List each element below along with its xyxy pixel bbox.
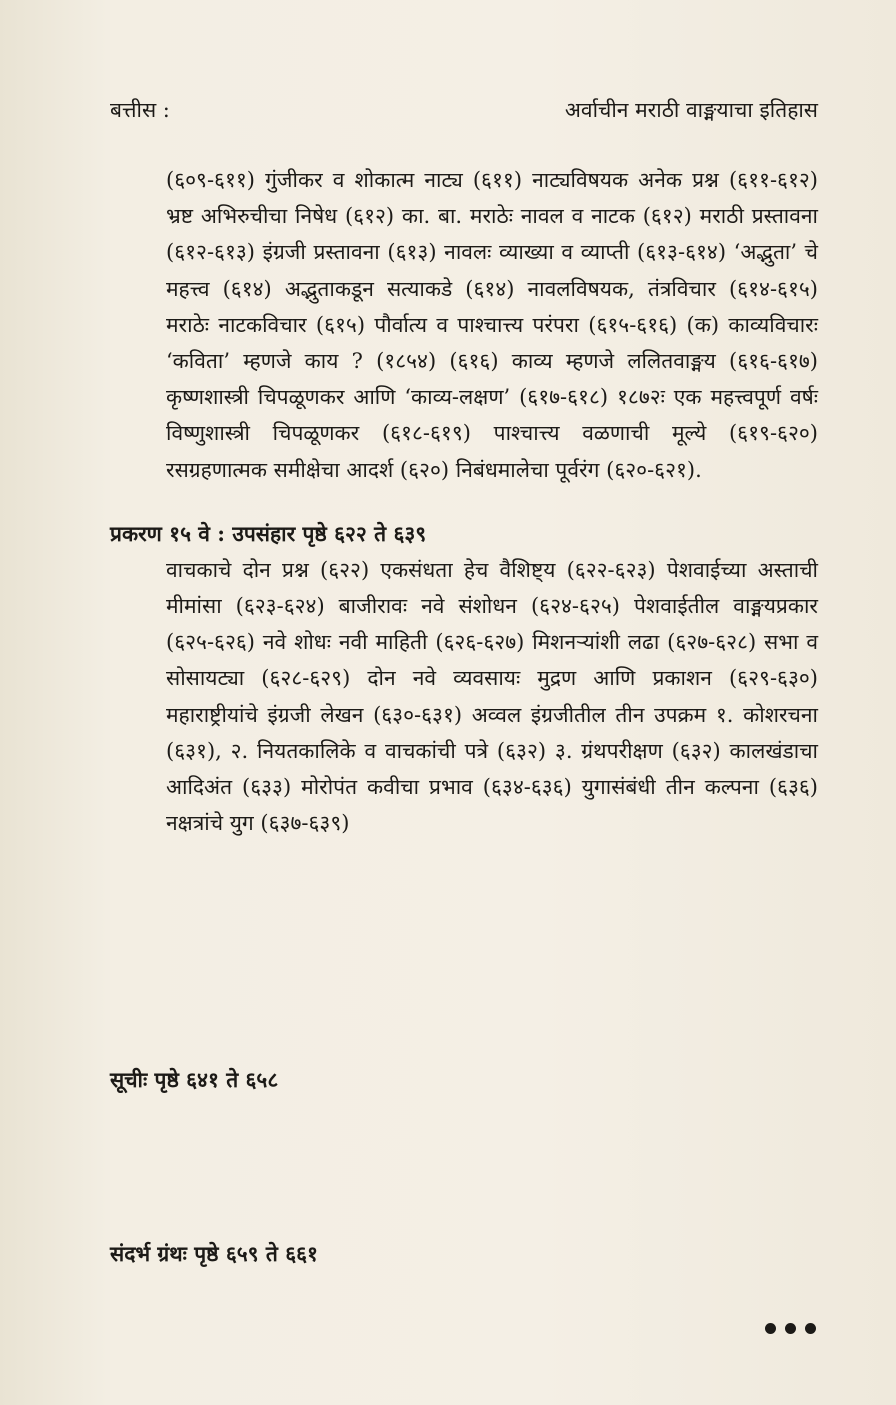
ornament-dot xyxy=(765,1323,776,1334)
chapter-15-heading: प्रकरण १५ वे : उपसंहार पृष्ठे ६२२ ते ६३९ xyxy=(110,520,427,546)
chapter-15-contents: वाचकाचे दोन प्रश्न (६२२) एकसंधता हेच वैशिष्ट्य (६२२-६२३) पेशवाईच्या अस्ताची मीमांसा (६२३-६२४) बाजीरावः नवे संशोधन (६२४-६२५) पेशवाईतील वाङ्मयप्रकार (६२५-६२६) नवे शोधः नवी माहिती (६२६-६२७) मिशनऱ्यांशी लढा (६२७-६२८) सभा व सोसायट्या (६२८-६२९) दोन नवे व्यवसायः मुद्रण आणि प्रकाशन (६२९-६३०) महाराष्ट्रीयांचे इंग्रजी लेखन (६३०-६३१) अव्वल इंग्रजीतील तीन उपक्रम १. कोशरचना (६३१), २. नियतकालिके व वाचकांची पत्रे (६३२) ३. ग्रंथपरीक्षण (६३२) कालखंडाचा आदिअंत (६३३) मोरोपंत कवीचा प्रभाव (६३४-६३६) युगासंबंधी तीन कल्पना (६३६) नक्षत्रांचे युग (६३७-६३९) xyxy=(166,557,818,836)
table-of-contents xyxy=(110,162,818,841)
ornament-dot xyxy=(805,1323,816,1334)
index-heading: सूचीः पृष्ठे ६४१ ते ६५८ xyxy=(110,1067,279,1092)
references-heading: संदर्भ ग्रंथः पृष्ठे ६५९ ते ६६१ xyxy=(110,1241,318,1266)
continued-entry-text: (६०९-६११) गुंजीकर व शोकात्म नाट्य (६११) नाट्यविषयक अनेक प्रश्न (६११-६१२) भ्रष्ट अभिरुचीचा निषेध (६१२) का. बा. मराठेः नावल व नाटक (६१२) मराठी प्रस्तावना (६१२-६१३) इंग्रजी प्रस्तावना (६१३) नावलः व्याख्या व व्याप्ती (६१३-६१४) ‘अद्भुता’ चे महत्त्व (६१४) अद्भुताकडून सत्याकडे (६१४) नावलविषयक, तंत्रविचार (६१४-६१५) मराठेः नाटकविचार (६१५) पौर्वात्य व पाश्चात्त्य परंपरा (६१५-६१६) (क) काव्यविचारः ‘कविता’ म्हणजे काय ? (१८५४) (६१६) काव्य म्हणजे ललितवाङ्मय (६१६-६१७) कृष्णशास्त्री चिपळूणकर आणि ‘काव्य-लक्षण’ (६१७-६१८) १८७२ः एक महत्त्वपूर्ण वर्षः विष्णुशास्त्री चिपळूणकर (६१८-६१९) पाश्चात्त्य वळणाची मूल्ये (६१९-६२०) रसग्रहणात्मक समीक्षेचा आदर्श (६२०) निबंधमालेचा पूर्वरंग (६२०-६२१). xyxy=(166,168,818,482)
running-title: अर्वाचीन मराठी वाङ्मयाचा इतिहास xyxy=(564,98,818,122)
ornament-dot xyxy=(785,1323,796,1334)
page-header xyxy=(110,96,818,124)
end-ornament xyxy=(765,1323,816,1334)
page-number-label: बत्तीस : xyxy=(110,98,170,122)
